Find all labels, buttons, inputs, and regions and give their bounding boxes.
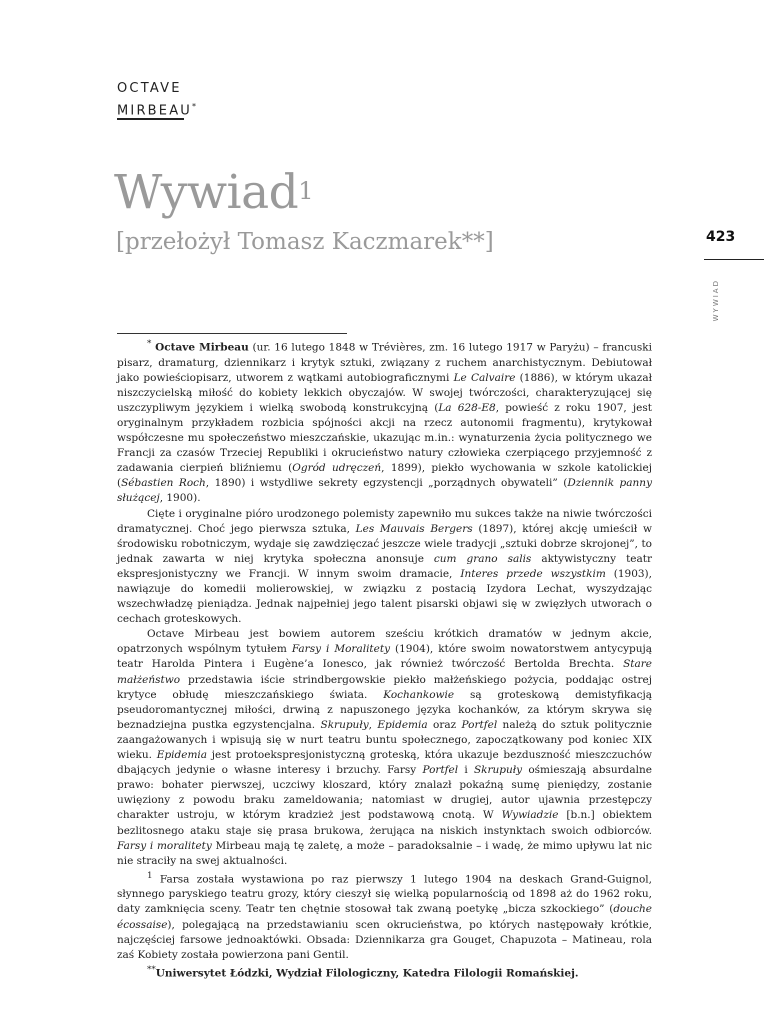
footnote-marker: **	[147, 964, 156, 975]
footnote-translator	[117, 963, 652, 982]
page-number: 423	[706, 229, 736, 245]
author-last-name: MIRBEAU*	[117, 102, 197, 119]
footnote-author-p2: Cięte i oryginalne pióro urodzonego polemisty zapewniło mu sukces także na niwie twórczości dramatycznej. Choć jego pierwsza sztuka, Les Mauvais Bergers (1897), której akcję umieścił w środowisku robotniczym, wydaje się zawdzięczać jeszcze wiele tradycji „sztuki dobrze skrojonej”, to jednak zawarta w niej krytyka społeczna anonsuje cum grano salis aktywistyczny teatr ekspresjonistyczny we Francji. W innym swoim dramacie, Interes przede wszystkim (1903), nawiązuje do komedii molierowskiej, w związku z postacią Izydora Lechat, wyszydzając wszechwładzę pieniądza. Jednak najpełniej jego talent pisarski objawi się w zwięzłych utworach o cechach groteskowych.	[117, 507, 653, 626]
footnote-author-p1: * Octave Mirbeau (ur. 16 lutego 1848 w Trévières, zm. 16 lutego 1917 w Paryżu) – francuski pisarz, dramaturg, dziennikarz i krytyk sztuki, związany z ruchem anarchistycznym. Debiutował jako powieściopisarz, utworem z wątkami autobiograficznymi Le Calvaire (1886), w którym ukazał niszczycielską miłość do kobiety lekkich obyczajów. W swojej twórczości, charakteryzującej się uszczypliwym językiem i wielką swobodą konstrukcyjną (La 628-E8, powieść z roku 1907, jest oryginalnym przykładem rozbicia spójności akcji na rzecz autonomii fragmentu), krytykował współczesne mu społeczeństwo mieszczańskie, ukazując m.in.: wynaturzenia życia politycznego we Francji za czasów Trzeciej Republiki i okrucieństwo natury człowieka czerpiącego przyjemność z zadawania cierpień bliźniemu (Ogród udręczeń, 1899), piekło wychowania w szkole katolickiej (Sébastien Roch, 1890) i wstydliwe sekrety egzystencji „porządnych obywateli” (Dziennik panny służącej, 1900).	[117, 339, 653, 505]
side-rule	[704, 259, 764, 260]
author-first-name: OCTAVE	[117, 81, 182, 96]
footnote-marker: 1	[147, 870, 153, 881]
author-rule	[117, 118, 184, 120]
footnote-author-name: Octave Mirbeau	[155, 341, 249, 354]
article-title-text: Wywiad	[114, 165, 299, 220]
running-head: WYWIAD	[712, 279, 720, 322]
footnote-rule	[117, 333, 347, 334]
footnote-marker: *	[147, 339, 152, 349]
article-title	[114, 166, 313, 220]
translator-credit: [przełożył Tomasz Kaczmarek**]	[116, 229, 494, 255]
footnote-title: $^1$ Farsa została wystawiona po raz pierwszy 1 lutego 1904 na deskach Grand-Guignol, słynnego paryskiego teatru grozy, który cieszył się wielką popularnością od 1898 aż do 1962 roku, daty zamknięcia sceny. Teatr ten chętnie stosował tak zwaną poetykę „bicza szkockiego” (douche écossaise), polegającą na przedstawianiu scen okrucieństwa, po których następowały krótkie, najczęściej farsowe jednoaktówki. Obsada: Dziennikarza gra Gouget, Chapuzota – Matineau, rola zaś Kobiety została powierzona pani Gentil.	[117, 870, 652, 961]
footnotes	[117, 337, 652, 981]
footnote-author-p3: Octave Mirbeau jest bowiem autorem sześciu krótkich dramatów w jednym akcie, opatrzonych wspólnym tytułem Farsy i Moralitety (1904), które swoim nowatorstwem antycypują teatr Harolda Pintera i Eugène’a Ionesco, jak również twórczość Bertolda Brechta. Stare małżeństwo przedstawia iście strindbergowskie piekło małżeńskiego pożycia, poddając ostrej krytyce obłudę mieszczańskiego świata. Kochankowie są groteskową demistyfikacją pseudoromantycznej miłości, drwiną z napuszonego języka kochanków, za którym skrywa się beznadziejna pustka egzystencjalna. Skrupuły, Epidemia oraz Portfel należą do sztuk politycznie zaangażowanych i wpisują się w nurt teatru buntu społecznego, zapoczątkowany pod koniec XIX wieku. Epidemia jest protoekspresjonistyczną groteską, która ukazuje bezduszność mieszczuchów dbających jedynie o własne interesy i brzuchy. Farsy Portfel i Skrupuły ośmieszają absurdalne prawo: bohater pierwszej, uczciwy kloszard, który znalazł pokaźną sumę pieniędzy, zostanie uwięziony z powodu braku zameldowania; natomiast w drugiej, autor ujawnia przestępczy charakter ustroju, w którym kradzież jest podstawową cnotą. W Wywiadzie [b.n.] obiektem bezlitosnego ataku staje się prasa brukowa, żerująca na niskich instynktach swoich odbiorców. Farsy i moralitety Mirbeau mają tę zaletę, a może – paradoksalnie – i wadę, że mimo upływu lat nic nie straciły na swej aktualności.	[117, 628, 653, 867]
translator-affiliation: Uniwersytet Łódzki, Wydział Filologiczny, Katedra Filologii Romańskiej.	[155, 967, 579, 980]
author-footnote-marker: *	[192, 102, 197, 111]
title-footnote-marker: 1	[298, 177, 313, 205]
author-name	[117, 80, 196, 120]
